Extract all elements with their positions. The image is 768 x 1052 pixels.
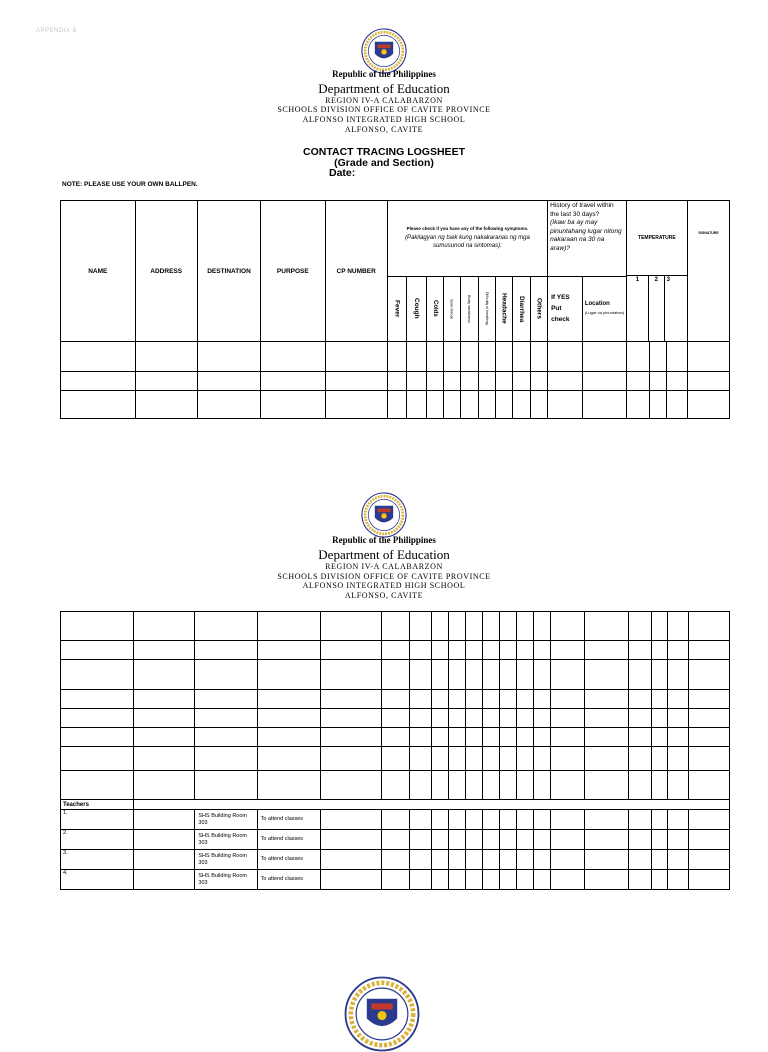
symptom-body-weakness: Body weakness bbox=[461, 276, 478, 341]
symptoms-note: Please check if you have any of the following symptoms. bbox=[406, 226, 529, 232]
temp-reading-3: 3 bbox=[666, 277, 670, 283]
temp-reading-1: 1 bbox=[627, 276, 649, 341]
travel-location: Location (Lugar na pinuntahan) bbox=[582, 276, 626, 341]
symptom-others: Others bbox=[530, 276, 547, 341]
col-name: NAME bbox=[61, 201, 136, 342]
division-line: SCHOOLS DIVISION OFFICE OF CAVITE PROVINCE bbox=[277, 105, 491, 114]
symptom-sore-throat: Sore throat bbox=[443, 276, 460, 341]
republic-label-2: Republic of the Philippines bbox=[332, 535, 436, 545]
republic-label: Republic of the Philippines bbox=[332, 69, 436, 79]
travel-header bbox=[548, 201, 627, 277]
symptoms-header bbox=[387, 201, 547, 277]
table-row: 3. SHS Building Room 303 To attend classes bbox=[61, 850, 730, 870]
form-subtitle: (Grade and Section) bbox=[334, 157, 434, 169]
school-line-2: ALFONSO INTEGRATED HIGH SCHOOL bbox=[302, 581, 466, 590]
logsheet-table-continued bbox=[60, 611, 730, 890]
col-destination: DESTINATION bbox=[197, 201, 260, 342]
temp-reading-2: 2 bbox=[649, 276, 665, 341]
division-line-2: SCHOOLS DIVISION OFFICE OF CAVITE PROVINCE bbox=[277, 572, 491, 581]
deped-seal-icon bbox=[361, 28, 407, 74]
col-signature: SIGNATURE bbox=[687, 201, 729, 342]
deped-seal-icon bbox=[344, 976, 420, 1052]
symptom-difficulty-breathing: Difficulty of breathing bbox=[478, 276, 495, 341]
symptom-headache: Headache bbox=[496, 276, 513, 341]
symptom-fever: Fever bbox=[387, 276, 406, 341]
symptom-diarrhea: Diarrhea bbox=[513, 276, 530, 341]
teachers-label: Teachers bbox=[61, 800, 134, 810]
town-line: ALFONSO, CAVITE bbox=[344, 125, 424, 134]
region-line-2: REGION IV-A CALABARZON bbox=[325, 562, 443, 571]
travel-question-fil: (Ikaw ba ay may pinuntahang lugar nitong nakaraan na 30 na araw)? bbox=[550, 219, 622, 252]
symptom-colds: Colds bbox=[426, 276, 443, 341]
town-line-2: ALFONSO, CAVITE bbox=[344, 591, 424, 600]
symptoms-note-fil: (Pakilagyan ng tsek kung nakakaranas ng mga sumusunod na sintomas): bbox=[405, 235, 530, 250]
department-title: Department of Education bbox=[318, 81, 450, 96]
table-row: 4. SHS Building Room 303 To attend classes bbox=[61, 870, 730, 890]
symptom-cough: Cough bbox=[407, 276, 426, 341]
col-cp-number: CP NUMBER bbox=[325, 201, 387, 342]
appendix-label: APPENDIX B bbox=[36, 28, 78, 34]
region-line: REGION IV-A CALABARZON bbox=[325, 96, 443, 105]
travel-if-yes: If YES Put check bbox=[548, 276, 583, 341]
table-row: 2. SHS Building Room 303 To attend classes bbox=[61, 830, 730, 850]
note-text: NOTE: PLEASE USE YOUR OWN BALLPEN. bbox=[62, 181, 198, 188]
school-line: ALFONSO INTEGRATED HIGH SCHOOL bbox=[302, 115, 466, 124]
travel-question: History of travel within the last 30 days? bbox=[550, 202, 614, 218]
date-label: Date: bbox=[329, 167, 356, 179]
logsheet-table bbox=[60, 200, 730, 419]
table-row: 1. SHS Building Room 303 To attend classes bbox=[61, 810, 730, 830]
col-purpose: PURPOSE bbox=[261, 201, 325, 342]
col-address: ADDRESS bbox=[135, 201, 197, 342]
department-title-2: Department of Education bbox=[318, 547, 450, 562]
deped-seal-icon bbox=[361, 492, 407, 538]
temperature-label: TEMPERATURE bbox=[627, 201, 687, 276]
form-title: CONTACT TRACING LOGSHEET bbox=[303, 146, 465, 158]
temperature-header bbox=[626, 201, 687, 342]
